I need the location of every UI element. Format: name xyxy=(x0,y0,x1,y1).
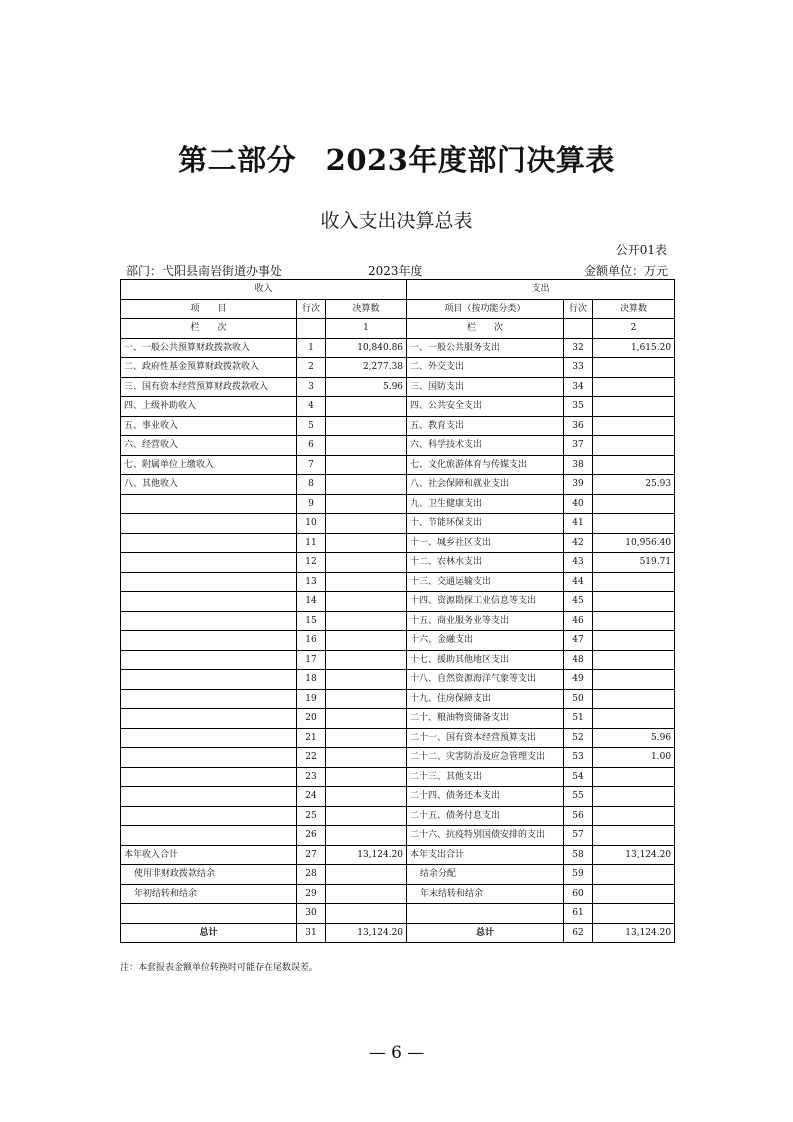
expense-row-number: 49 xyxy=(564,670,593,690)
header-row-columns xyxy=(121,299,675,319)
expense-item: 十三、交通运输支出 xyxy=(407,572,564,592)
income-expense-table xyxy=(120,279,675,943)
expense-lanci: 栏 次 xyxy=(407,319,564,339)
expense-item: 二十四、债务还本支出 xyxy=(407,787,564,807)
expense-amount xyxy=(593,670,675,690)
expense-lanci-blank xyxy=(564,319,593,339)
income-item xyxy=(121,787,297,807)
expense-row-number: 61 xyxy=(564,904,593,924)
income-amount xyxy=(326,728,407,748)
expense-row-number: 39 xyxy=(564,475,593,495)
income-row-number: 5 xyxy=(297,416,326,436)
expense-rowno-header: 行次 xyxy=(564,299,593,319)
income-row-number: 10 xyxy=(297,514,326,534)
expense-amount xyxy=(593,436,675,456)
income-row-number: 31 xyxy=(297,923,326,943)
income-row-number: 23 xyxy=(297,767,326,787)
expense-item: 二、外交支出 xyxy=(407,358,564,378)
form-number: 公开01表 xyxy=(615,243,667,257)
income-item xyxy=(121,533,297,553)
expense-row-number: 45 xyxy=(564,592,593,612)
expense-item: 二十六、抗疫特别国债安排的支出 xyxy=(407,826,564,846)
income-item: 三、国有资本经营预算财政拨款收入 xyxy=(121,377,297,397)
page-number: — 6 — xyxy=(368,1043,425,1063)
income-amount xyxy=(326,397,407,417)
income-item: 四、上级补助收入 xyxy=(121,397,297,417)
income-row-number: 22 xyxy=(297,748,326,768)
expense-item: 九、卫生健康支出 xyxy=(407,494,564,514)
expense-col-number: 2 xyxy=(593,319,675,339)
income-amount: 13,124.20 xyxy=(326,845,407,865)
expense-item: 十九、住房保障支出 xyxy=(407,689,564,709)
expense-item: 六、科学技术支出 xyxy=(407,436,564,456)
table-row xyxy=(121,572,675,592)
table-row xyxy=(121,631,675,651)
expense-row-number: 55 xyxy=(564,787,593,807)
expense-row-number: 43 xyxy=(564,553,593,573)
expense-amount xyxy=(593,514,675,534)
income-amount xyxy=(326,709,407,729)
expense-header: 支出 xyxy=(407,280,675,300)
income-lanci-blank xyxy=(297,319,326,339)
expense-row-number: 41 xyxy=(564,514,593,534)
table-row xyxy=(121,377,675,397)
table-row xyxy=(121,611,675,631)
summary-row xyxy=(121,904,675,924)
income-row-number: 21 xyxy=(297,728,326,748)
expense-amount xyxy=(593,455,675,475)
income-item xyxy=(121,806,297,826)
income-item-header: 项 目 xyxy=(121,299,297,319)
summary-row xyxy=(121,884,675,904)
expense-item: 十一、城乡社区支出 xyxy=(407,533,564,553)
income-amount xyxy=(326,611,407,631)
income-row-number: 24 xyxy=(297,787,326,807)
income-row-number: 8 xyxy=(297,475,326,495)
income-header: 收入 xyxy=(121,280,407,300)
income-item xyxy=(121,611,297,631)
income-amount xyxy=(326,767,407,787)
income-amount xyxy=(326,806,407,826)
expense-item: 八、社会保障和就业支出 xyxy=(407,475,564,495)
table-row xyxy=(121,553,675,573)
expense-row-number: 44 xyxy=(564,572,593,592)
income-item: 年初结转和结余 xyxy=(121,884,297,904)
income-amount xyxy=(326,494,407,514)
summary-row xyxy=(121,865,675,885)
expense-item: 十四、资源勘探工业信息等支出 xyxy=(407,592,564,612)
income-item xyxy=(121,572,297,592)
expense-item: 十六、金融支出 xyxy=(407,631,564,651)
income-row-number: 11 xyxy=(297,533,326,553)
expense-row-number: 47 xyxy=(564,631,593,651)
expense-amount xyxy=(593,865,675,885)
table-row xyxy=(121,826,675,846)
income-row-number: 15 xyxy=(297,611,326,631)
income-amount xyxy=(326,826,407,846)
expense-row-number: 40 xyxy=(564,494,593,514)
expense-amount xyxy=(593,358,675,378)
expense-row-number: 33 xyxy=(564,358,593,378)
expense-item: 总计 xyxy=(407,923,564,943)
table-row xyxy=(121,806,675,826)
income-row-number: 2 xyxy=(297,358,326,378)
income-amount xyxy=(326,670,407,690)
expense-row-number: 37 xyxy=(564,436,593,456)
income-item xyxy=(121,826,297,846)
expense-row-number: 52 xyxy=(564,728,593,748)
expense-item: 二十五、债务付息支出 xyxy=(407,806,564,826)
income-item xyxy=(121,631,297,651)
income-item xyxy=(121,494,297,514)
header-row-lanci xyxy=(121,319,675,339)
table-row xyxy=(121,514,675,534)
table-row xyxy=(121,358,675,378)
expense-amount xyxy=(593,884,675,904)
income-amount xyxy=(326,514,407,534)
table-row xyxy=(121,748,675,768)
expense-amount: 1,615.20 xyxy=(593,338,675,358)
income-lanci: 栏 次 xyxy=(121,319,297,339)
income-row-number: 17 xyxy=(297,650,326,670)
income-amount xyxy=(326,748,407,768)
expense-amount-header: 决算数 xyxy=(593,299,675,319)
income-row-number: 3 xyxy=(297,377,326,397)
income-row-number: 9 xyxy=(297,494,326,514)
income-amount xyxy=(326,553,407,573)
expense-row-number: 53 xyxy=(564,748,593,768)
table-row xyxy=(121,767,675,787)
expense-amount: 13,124.20 xyxy=(593,845,675,865)
expense-item: 一、一般公共服务支出 xyxy=(407,338,564,358)
expense-amount xyxy=(593,806,675,826)
expense-item-header: 项目（按功能分类） xyxy=(407,299,564,319)
expense-amount: 5.96 xyxy=(593,728,675,748)
income-row-number: 7 xyxy=(297,455,326,475)
income-item xyxy=(121,592,297,612)
expense-row-number: 48 xyxy=(564,650,593,670)
income-row-number: 29 xyxy=(297,884,326,904)
expense-item xyxy=(407,904,564,924)
expense-item: 十七、援助其他地区支出 xyxy=(407,650,564,670)
table-row xyxy=(121,689,675,709)
expense-amount xyxy=(593,416,675,436)
expense-item: 十、节能环保支出 xyxy=(407,514,564,534)
expense-item: 十二、农林水支出 xyxy=(407,553,564,573)
expense-item: 年末结转和结余 xyxy=(407,884,564,904)
income-row-number: 16 xyxy=(297,631,326,651)
unit-label: 金额单位：万元 xyxy=(583,264,668,278)
expense-item: 二十三、其他支出 xyxy=(407,767,564,787)
income-amount: 5.96 xyxy=(326,377,407,397)
expense-row-number: 56 xyxy=(564,806,593,826)
expense-item: 十五、商业服务业等支出 xyxy=(407,611,564,631)
income-amount xyxy=(326,650,407,670)
income-col-number: 1 xyxy=(326,319,407,339)
expense-amount xyxy=(593,904,675,924)
income-amount xyxy=(326,787,407,807)
expense-row-number: 36 xyxy=(564,416,593,436)
income-item xyxy=(121,728,297,748)
income-row-number: 26 xyxy=(297,826,326,846)
income-row-number: 1 xyxy=(297,338,326,358)
income-row-number: 13 xyxy=(297,572,326,592)
income-item xyxy=(121,748,297,768)
expense-row-number: 54 xyxy=(564,767,593,787)
income-amount: 13,124.20 xyxy=(326,923,407,943)
expense-item: 四、公共安全支出 xyxy=(407,397,564,417)
expense-amount xyxy=(593,592,675,612)
expense-row-number: 58 xyxy=(564,845,593,865)
income-item: 五、事业收入 xyxy=(121,416,297,436)
expense-amount xyxy=(593,494,675,514)
table-row xyxy=(121,592,675,612)
income-amount xyxy=(326,475,407,495)
income-item xyxy=(121,553,297,573)
income-item xyxy=(121,650,297,670)
income-row-number: 20 xyxy=(297,709,326,729)
expense-amount xyxy=(593,709,675,729)
income-amount xyxy=(326,904,407,924)
expense-item: 七、文化旅游体育与传媒支出 xyxy=(407,455,564,475)
expense-amount xyxy=(593,611,675,631)
income-amount xyxy=(326,884,407,904)
expense-row-number: 38 xyxy=(564,455,593,475)
expense-row-number: 42 xyxy=(564,533,593,553)
footnote: 注：本套报表金额单位转换时可能存在尾数误差。 xyxy=(120,963,319,973)
income-item xyxy=(121,904,297,924)
income-row-number: 30 xyxy=(297,904,326,924)
income-amount-header: 决算数 xyxy=(326,299,407,319)
table-row xyxy=(121,787,675,807)
expense-amount xyxy=(593,826,675,846)
expense-row-number: 34 xyxy=(564,377,593,397)
income-row-number: 12 xyxy=(297,553,326,573)
table-row xyxy=(121,455,675,475)
table-row xyxy=(121,709,675,729)
expense-amount: 1.00 xyxy=(593,748,675,768)
income-amount xyxy=(326,689,407,709)
table-row xyxy=(121,338,675,358)
expense-row-number: 59 xyxy=(564,865,593,885)
year-label: 2023年度 xyxy=(368,264,423,278)
income-amount xyxy=(326,436,407,456)
income-row-number: 19 xyxy=(297,689,326,709)
income-amount: 2,277.38 xyxy=(326,358,407,378)
expense-amount: 10,956.40 xyxy=(593,533,675,553)
income-amount xyxy=(326,631,407,651)
income-amount xyxy=(326,592,407,612)
table-row xyxy=(121,494,675,514)
table-row xyxy=(121,416,675,436)
income-amount: 10,840.86 xyxy=(326,338,407,358)
income-item xyxy=(121,709,297,729)
table-meta xyxy=(126,262,668,278)
income-amount xyxy=(326,416,407,436)
income-item: 八、其他收入 xyxy=(121,475,297,495)
table-title: 收入支出决算总表 xyxy=(320,210,473,232)
income-amount xyxy=(326,455,407,475)
income-row-number: 6 xyxy=(297,436,326,456)
expense-amount: 519.71 xyxy=(593,553,675,573)
expense-item: 二十一、国有资本经营预算支出 xyxy=(407,728,564,748)
income-item: 本年收入合计 xyxy=(121,845,297,865)
income-row-number: 27 xyxy=(297,845,326,865)
expense-row-number: 46 xyxy=(564,611,593,631)
expense-row-number: 57 xyxy=(564,826,593,846)
expense-item: 二十、粮油物资储备支出 xyxy=(407,709,564,729)
expense-row-number: 35 xyxy=(564,397,593,417)
expense-amount: 25.93 xyxy=(593,475,675,495)
expense-row-number: 51 xyxy=(564,709,593,729)
table-row xyxy=(121,397,675,417)
expense-item: 结余分配 xyxy=(407,865,564,885)
expense-amount: 13,124.20 xyxy=(593,923,675,943)
income-item xyxy=(121,514,297,534)
total-row xyxy=(121,923,675,943)
table-row xyxy=(121,728,675,748)
expense-amount xyxy=(593,650,675,670)
income-row-number: 14 xyxy=(297,592,326,612)
income-row-number: 25 xyxy=(297,806,326,826)
expense-row-number: 60 xyxy=(564,884,593,904)
expense-item: 五、教育支出 xyxy=(407,416,564,436)
expense-item: 本年支出合计 xyxy=(407,845,564,865)
income-item: 总计 xyxy=(121,923,297,943)
expense-amount xyxy=(593,572,675,592)
income-item xyxy=(121,689,297,709)
income-row-number: 4 xyxy=(297,397,326,417)
expense-amount xyxy=(593,767,675,787)
income-item: 七、附属单位上缴收入 xyxy=(121,455,297,475)
income-item: 二、政府性基金预算财政拨款收入 xyxy=(121,358,297,378)
expense-amount xyxy=(593,689,675,709)
summary-row xyxy=(121,845,675,865)
income-item xyxy=(121,670,297,690)
expense-row-number: 62 xyxy=(564,923,593,943)
expense-amount xyxy=(593,377,675,397)
table-row xyxy=(121,533,675,553)
income-item: 六、经营收入 xyxy=(121,436,297,456)
income-item: 一、一般公共预算财政拨款收入 xyxy=(121,338,297,358)
header-row-sections xyxy=(121,280,675,300)
income-item xyxy=(121,767,297,787)
expense-item: 十八、自然资源海洋气象等支出 xyxy=(407,670,564,690)
expense-item: 三、国防支出 xyxy=(407,377,564,397)
expense-amount xyxy=(593,397,675,417)
income-amount xyxy=(326,533,407,553)
expense-amount xyxy=(593,787,675,807)
expense-amount xyxy=(593,631,675,651)
income-rowno-header: 行次 xyxy=(297,299,326,319)
expense-row-number: 50 xyxy=(564,689,593,709)
table-row xyxy=(121,670,675,690)
department-label: 部门：弋阳县南岩街道办事处 xyxy=(126,264,283,278)
income-row-number: 18 xyxy=(297,670,326,690)
expense-row-number: 32 xyxy=(564,338,593,358)
expense-item: 二十二、灾害防治及应急管理支出 xyxy=(407,748,564,768)
table-row xyxy=(121,436,675,456)
page-title: 第二部分 2023年度部门决算表 xyxy=(178,143,615,177)
table-row xyxy=(121,475,675,495)
income-row-number: 28 xyxy=(297,865,326,885)
income-item: 使用非财政拨款结余 xyxy=(121,865,297,885)
income-amount xyxy=(326,572,407,592)
income-amount xyxy=(326,865,407,885)
table-row xyxy=(121,650,675,670)
